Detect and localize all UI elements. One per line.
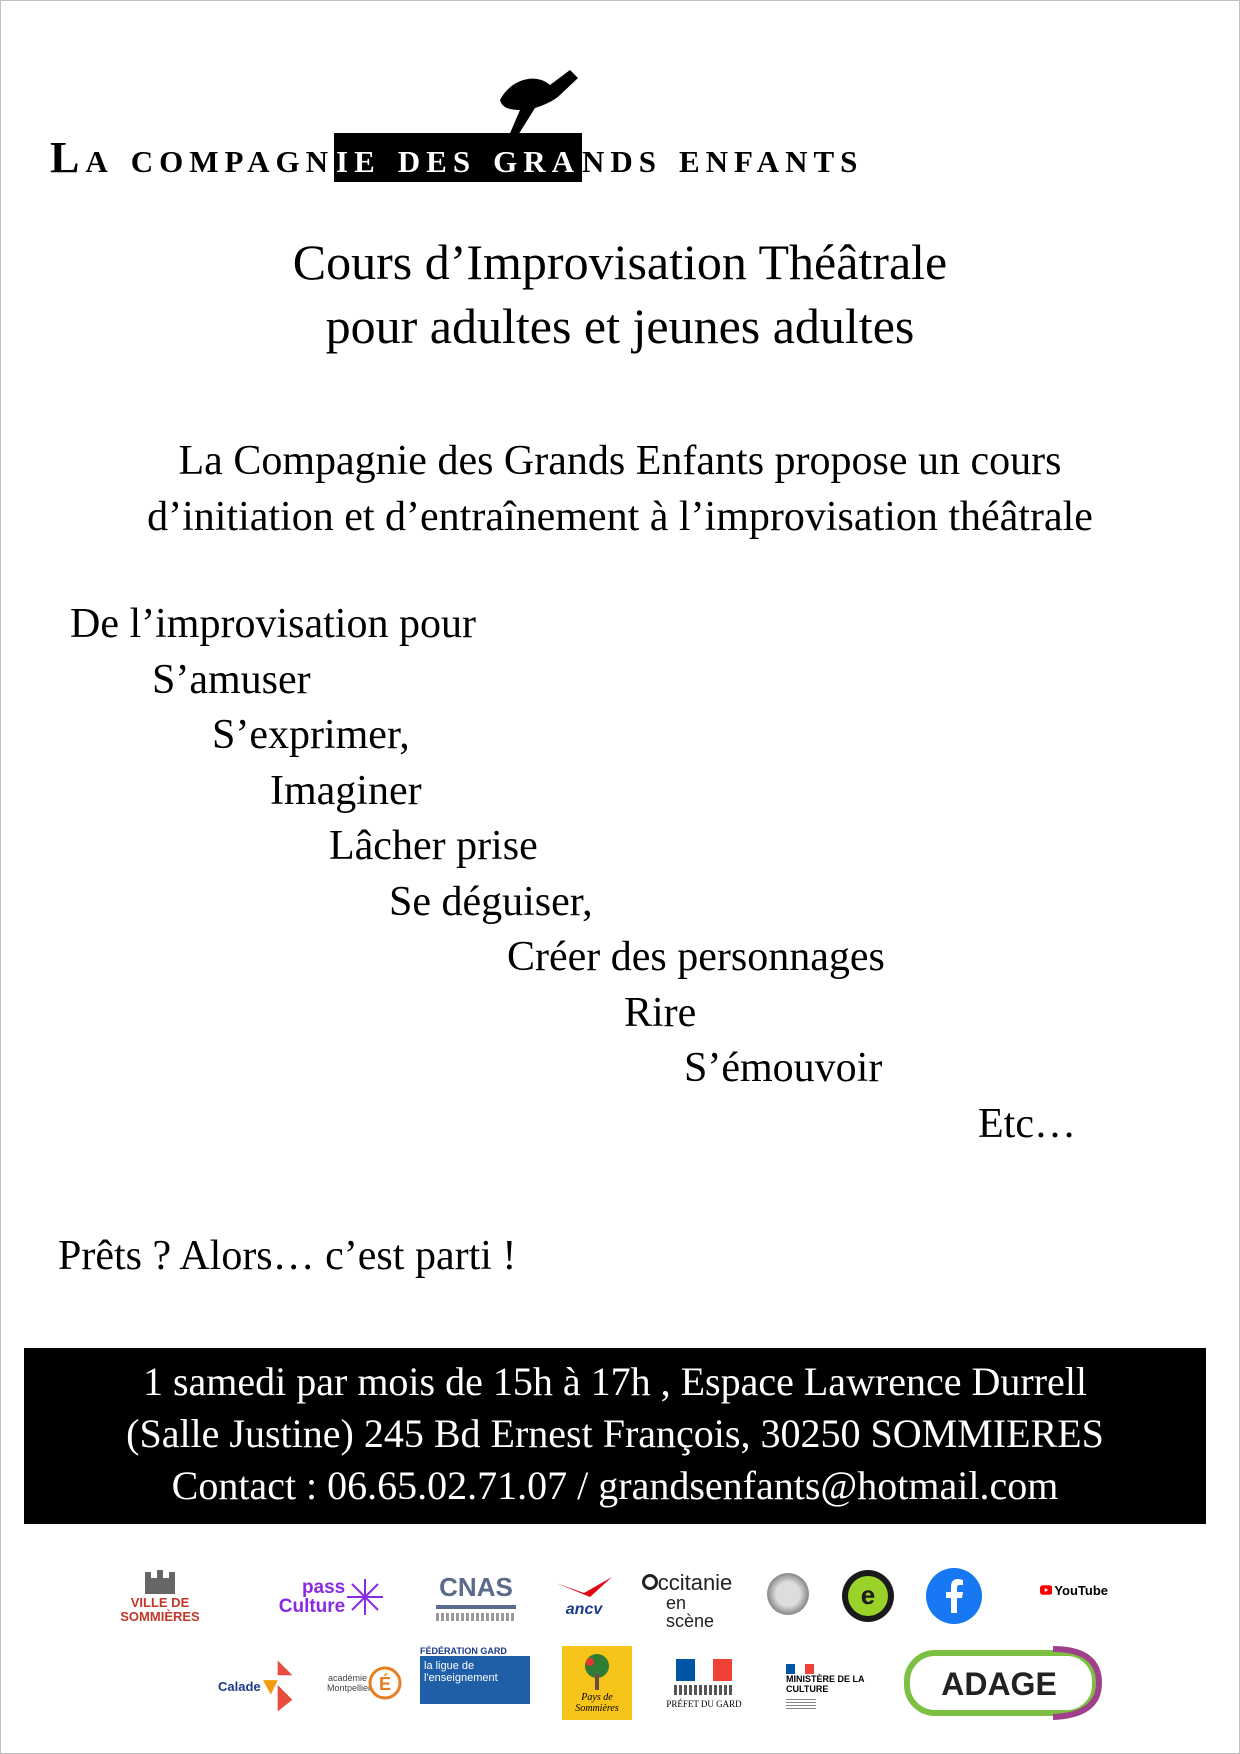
list-item: Rire: [624, 990, 697, 1036]
cnas-label: CNAS: [439, 1571, 513, 1602]
info-box: [24, 1348, 1206, 1524]
facebook-logo[interactable]: [924, 1566, 984, 1626]
prefet-label: PRÉFET DU GARD: [666, 1699, 742, 1709]
logo-text-part1: La compagn: [50, 133, 335, 182]
list-item: S’amuser: [152, 657, 311, 703]
youtube-logo[interactable]: [1040, 1578, 1108, 1602]
culture-label: Culture: [278, 1596, 346, 1617]
bird-icon: [554, 1575, 614, 1601]
svg-text:É: É: [378, 1674, 392, 1694]
list-item: S’exprimer,: [212, 712, 410, 758]
french-flag-icon: [676, 1659, 732, 1681]
cnas-logo: [428, 1566, 524, 1626]
pass-culture-logo: [268, 1572, 396, 1622]
calade-logo: [218, 1654, 292, 1718]
svg-text:e: e: [860, 1580, 876, 1610]
ville-sommieres-label: VILLE DE SOMMIÈRES: [120, 1595, 200, 1624]
ministere-label: MINISTÈRE DE LA CULTURE: [786, 1673, 865, 1694]
ancv-label: ancv: [565, 1601, 603, 1618]
list-item: Imaginer: [270, 768, 422, 814]
adage-label: ADAGE: [941, 1666, 1057, 1702]
ready-text: Prêts ? Alors… c’est parti !: [58, 1233, 517, 1279]
adage-frame-icon: [903, 1645, 1103, 1721]
calade-label: Calade: [218, 1678, 261, 1694]
info-contact[interactable]: Contact : 06.65.02.71.07 / grandsenfants@hotmail.com: [171, 1463, 1059, 1508]
e-logo: [840, 1568, 896, 1624]
info-schedule: 1 samedi par mois de 15h à 17h , Espace Lawrence Durrell: [142, 1359, 1088, 1404]
list-item: Se déguiser,: [389, 879, 593, 925]
youtube-label: YouTube: [1054, 1582, 1108, 1598]
title-line-1: Cours d’Improvisation Théâtrale: [292, 234, 948, 290]
prefet-gard-logo: [648, 1650, 760, 1718]
info-address: (Salle Justine) 245 Bd Ernest François, 30250 SOMMIERES: [126, 1411, 1104, 1456]
youtube-icon[interactable]: [1040, 1583, 1052, 1597]
pass-label: pass: [301, 1577, 346, 1598]
starburst-icon: [345, 1577, 385, 1617]
ministere-flag-icon: [786, 1664, 814, 1674]
facebook-icon[interactable]: [925, 1567, 983, 1625]
list-item: S’émouvoir: [684, 1045, 883, 1091]
pays-sommieres-logo: [562, 1646, 632, 1720]
list-item: Lâcher prise: [329, 823, 538, 869]
ancv-logo: [548, 1572, 620, 1622]
occitanie-ring-icon: [642, 1574, 658, 1590]
logo-text-part3: nds enfants: [581, 133, 864, 182]
ministere-culture-logo: [786, 1658, 880, 1714]
ligue-enseignement-logo: [420, 1646, 536, 1712]
list-heading: De l’improvisation pour: [70, 601, 476, 647]
logo-text-part2: ie des gra: [336, 133, 580, 182]
circle-logo: [764, 1570, 812, 1618]
academie-label: académie Montpellier: [327, 1673, 372, 1693]
castle-icon: [143, 1568, 177, 1596]
intro-line-2: d’initiation et d’entraînement à l’improvisation théâtrale: [147, 494, 1093, 540]
tree-icon: [577, 1652, 617, 1692]
logo-figure-icon: [490, 60, 590, 140]
title-line-2: pour adultes et jeunes adultes: [325, 298, 915, 354]
ligue-label: la ligue de l'enseignement: [420, 1656, 530, 1704]
ligue-federation-label: FÉDÉRATION GARD: [420, 1646, 507, 1656]
academie-logo: [326, 1650, 404, 1716]
adage-logo: [902, 1644, 1104, 1722]
course-title: [0, 230, 1240, 358]
intro-paragraph: [0, 433, 1240, 545]
pays-label: Pays de Sommières: [575, 1692, 619, 1714]
academie-e-icon: [367, 1665, 403, 1701]
occitanie-logo: [636, 1570, 738, 1631]
tangram-icon: [263, 1660, 292, 1712]
company-logo: [0, 50, 1240, 210]
occitanie-subtitle: en scène: [666, 1593, 715, 1631]
list-item: Créer des personnages: [507, 934, 885, 980]
e-icon: [841, 1569, 895, 1623]
list-item: Etc…: [978, 1101, 1076, 1147]
ville-sommieres-logo: [100, 1562, 220, 1630]
intro-line-1: La Compagnie des Grands Enfants propose un cours: [178, 438, 1062, 484]
logo-text: [50, 132, 1190, 183]
occitanie-label: ccitanie: [657, 1570, 733, 1595]
